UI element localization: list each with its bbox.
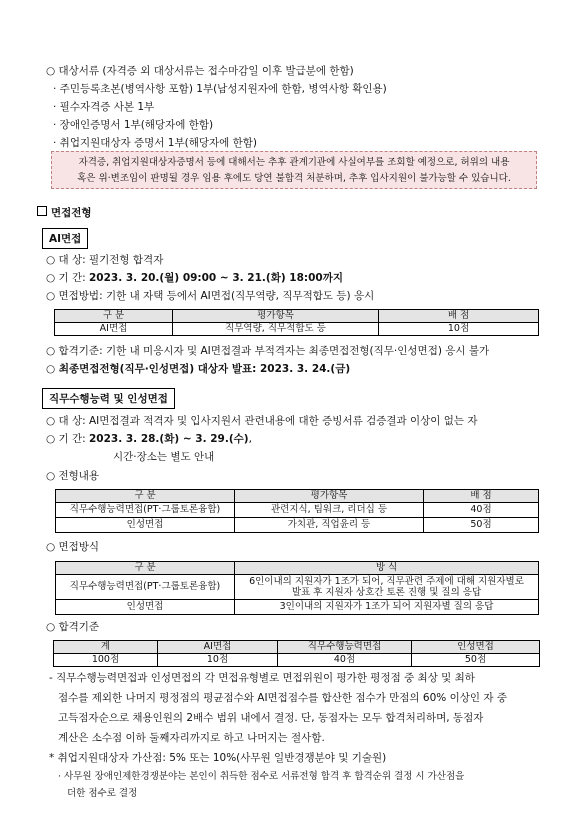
table-cell: 직무수행능력면접(PT·그룹토론융합) xyxy=(56,503,235,518)
ai-interview-label: AI면접 xyxy=(42,228,88,249)
docs-item: · 장애인증명서 1부(해당자에 한함) xyxy=(53,119,214,131)
bonus-note: · 사무원 장애인제한경쟁분야는 본인이 취득한 점수로 서류전형 합격 후 합격순위 결정 시 가산점을 xyxy=(58,771,465,782)
table-cell: 40점 xyxy=(278,654,412,667)
rule-line: - 직무수행능력면접과 인성면접의 각 면접유형별로 면접위원이 평가한 평정점 중 최상 및 최하 xyxy=(49,672,475,684)
table-cell: 가치관, 직업윤리 등 xyxy=(235,518,424,533)
table-cell: AI면접 xyxy=(55,323,173,336)
job-place-note: 시간·장소는 별도 안내 xyxy=(113,451,215,463)
table-header-row xyxy=(56,490,539,503)
table-cell: 100점 xyxy=(54,654,158,667)
table-row xyxy=(55,323,539,336)
table-header-cell: 배 점 xyxy=(424,490,539,503)
table-cell: 10점 xyxy=(379,323,539,336)
bonus-points: * 취업지원대상자 가산점: 5% 또는 10%(사무원 일반경쟁분야 및 기술원) xyxy=(49,752,387,764)
job-period xyxy=(46,432,252,446)
job-target-label: ○ 대 상: xyxy=(46,415,89,427)
pass-title: ○ 합격기준 xyxy=(46,621,100,633)
job-period-label: ○ 기 간: xyxy=(46,433,89,445)
table-header-cell: 평가항목 xyxy=(173,310,379,323)
table-header-cell: 인성면접 xyxy=(412,641,540,654)
method-table xyxy=(55,561,539,615)
table-cell: 40점 xyxy=(424,503,539,518)
method-desc-line: 6인이내의 지원자가 1조가 되어, 직무관련 주제에 대해 지원자별로 xyxy=(249,576,524,587)
ai-score-table xyxy=(54,309,539,336)
job-interview-label: 직무수행능력 및 인성면접 xyxy=(42,388,175,409)
table-row xyxy=(56,575,539,600)
table-cell: 3인이내의 지원자가 1조가 되어 지원자별 질의 응답 xyxy=(235,600,539,615)
table-header-row xyxy=(56,562,539,575)
table-cell: 10점 xyxy=(158,654,278,667)
final-interview-announcement: ○ 최종면접전형(직무·인성면접) 대상자 발표: 2023. 3. 24.(금) xyxy=(46,363,351,375)
pass-score-table xyxy=(53,640,540,667)
table-cell: 50점 xyxy=(412,654,540,667)
ai-period-value: 2023. 3. 20.(월) 09:00 ~ 3. 21.(화) 18:00까지 xyxy=(89,272,344,284)
docs-item: · 주민등록초본(병역사항 포함) 1부(남성지원자에 한함, 병역사항 확인용) xyxy=(53,83,387,95)
table-row xyxy=(54,654,540,667)
table-header-cell: 배 점 xyxy=(379,310,539,323)
rule-line: 점수를 제외한 나머지 평정점의 평균점수와 AI면접점수를 합산한 점수가 만점의 60% 이상인 자 중 xyxy=(58,692,507,704)
job-target-value: AI면접결과 적격자 및 입사지원서 관련내용에 대한 증빙서류 검증결과 이상이 없는 자 xyxy=(89,415,478,427)
table-header-cell: 방 식 xyxy=(235,562,539,575)
rule-line: 고득점자순으로 채용인원의 2배수 범위 내에서 결정. 단, 동점자는 모두 합격처리하며, 동점자 xyxy=(58,712,484,724)
content-table xyxy=(55,489,539,533)
content-title: ○ 전형내용 xyxy=(46,470,100,482)
docs-item: · 취업지원대상자 증명서 1부(해당자에 한함) xyxy=(53,137,257,149)
ai-target-label: ○ 대 상: xyxy=(46,254,89,266)
ai-target xyxy=(46,253,163,267)
rule-line: 계산은 소수점 이하 둘째자리까지로 하고 나머지는 절사함. xyxy=(58,732,325,744)
table-cell: 인성면접 xyxy=(56,600,235,615)
checkbox-square-icon xyxy=(37,206,47,216)
table-cell: 인성면접 xyxy=(56,518,235,533)
table-header-cell: 계 xyxy=(54,641,158,654)
table-cell: 직무역량, 직무적합도 등 xyxy=(173,323,379,336)
method-title: ○ 면접방식 xyxy=(46,541,100,553)
method-desc-line: 발표 후 지원자 상호간 토론 진행 및 질의 응답 xyxy=(291,587,482,598)
table-row xyxy=(56,503,539,518)
table-header-cell: 구 분 xyxy=(55,310,173,323)
job-period-value: 2023. 3. 28.(화) ~ 3. 29.(수) xyxy=(89,433,249,445)
docs-item: · 필수자격증 사본 1부 xyxy=(53,101,155,113)
table-header-cell: 구 분 xyxy=(56,562,235,575)
section-title-text: 면접전형 xyxy=(51,207,92,219)
table-header-cell: 직무수행능력면접 xyxy=(278,641,412,654)
table-header-cell: 평가항목 xyxy=(235,490,424,503)
table-cell: 직무수행능력면접(PT·그룹토론융합) xyxy=(56,575,235,600)
ai-target-value: 필기전형 합격자 xyxy=(89,254,164,266)
bonus-note: 더한 점수로 결정 xyxy=(67,788,138,799)
job-target xyxy=(46,414,478,428)
table-row xyxy=(56,518,539,533)
table-cell xyxy=(235,575,539,600)
table-header-cell: AI면접 xyxy=(158,641,278,654)
table-header-cell: 구 분 xyxy=(56,490,235,503)
table-header-row xyxy=(54,641,540,654)
ai-period xyxy=(46,271,343,285)
table-header-row xyxy=(55,310,539,323)
section-title xyxy=(37,206,92,220)
table-cell: 관련지식, 팀워크, 리더십 등 xyxy=(235,503,424,518)
table-cell: 50점 xyxy=(424,518,539,533)
ai-method: ○ 면접방법: 기한 내 자택 등에서 AI면접(직무역량, 직무적합도 등) 응시 xyxy=(46,290,375,302)
ai-period-label: ○ 기 간: xyxy=(46,272,89,284)
notice-line: 자격증, 취업지원대상자증명서 등에 대해서는 추후 관계기관에 사실여부를 조회할 예정으로, 허위의 내용 xyxy=(78,157,510,168)
docs-header: ○ 대상서류 (자격증 외 대상서류는 접수마감일 이후 발급분에 한함) xyxy=(46,65,354,77)
job-period-tail: , xyxy=(248,433,252,445)
table-row xyxy=(56,600,539,615)
ai-pass-criteria: ○ 합격기준: 기한 내 미응시자 및 AI면접결과 부적격자는 최종면접전형(직무·인성면접) 응시 불가 xyxy=(46,345,490,357)
verification-notice xyxy=(51,151,537,189)
notice-line: 혹은 위·변조임이 판명될 경우 임용 후에도 당연 불합격 처분하며, 추후 입사지원이 불가능할 수 있습니다. xyxy=(77,173,511,184)
